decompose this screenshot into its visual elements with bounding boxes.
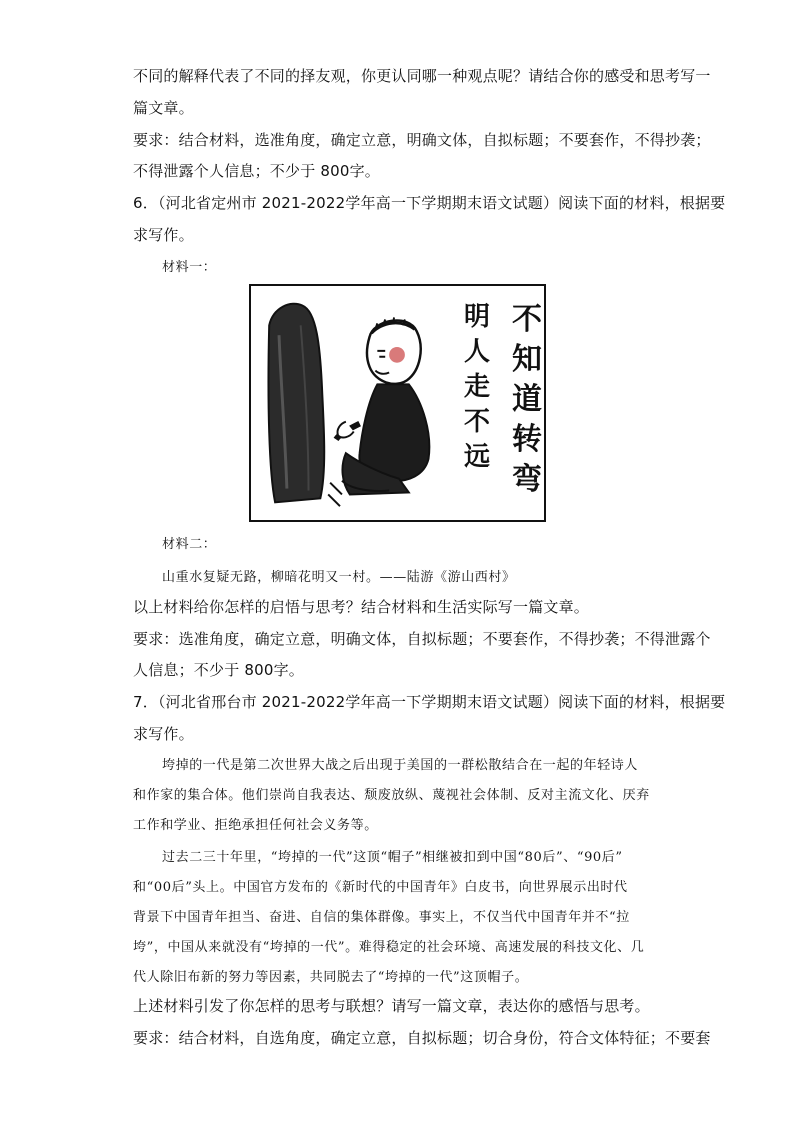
q6-material-2-label: 材料二： bbox=[162, 537, 217, 552]
q7-paragraph-2-line-1: 过去二三十年里，“垮掉的一代”这顶“帽子”相继被扣到中国“80后”、“90后” bbox=[162, 850, 623, 865]
q6-requirement-line-2: 人信息；不少于 800字。 bbox=[133, 661, 304, 679]
q5-requirement-line-2: 不得泄露个人信息；不少于 800字。 bbox=[133, 162, 380, 180]
cartoon-drawing bbox=[251, 286, 544, 520]
q5-text-line-2: 篇文章。 bbox=[133, 99, 194, 117]
cartoon-text-1: 不知道转弯 bbox=[512, 302, 542, 497]
q6-material-2-text: 山重水复疑无路，柳暗花明又一村。——陆游《游山西村》 bbox=[162, 570, 516, 585]
q6-heading-line-2: 求写作。 bbox=[133, 226, 194, 244]
cartoon-text-column-1 bbox=[510, 300, 544, 500]
q6-heading-line-1: 6．（河北省定州市 2021-2022学年高一下学期期末语文试题）阅读下面的材料，根据要 bbox=[133, 194, 726, 212]
q7-paragraph-2-line-2: 和“00后”头上。中国官方发布的《新时代的中国青年》白皮书，向世界展示出时代 bbox=[133, 880, 628, 895]
q6-material-1-label: 材料一： bbox=[162, 260, 217, 275]
cartoon-illustration bbox=[249, 284, 546, 522]
q7-paragraph-2-line-4: 垮”，中国从来就没有“垮掉的一代”。难得稳定的社会环境、高速发展的科技文化、几 bbox=[133, 940, 645, 955]
q7-paragraph-1-line-3: 工作和学业、拒绝承担任何社会义务等。 bbox=[133, 818, 378, 833]
q7-heading-line-1: 7．（河北省邢台市 2021-2022学年高一下学期期末语文试题）阅读下面的材料，根据要 bbox=[133, 693, 726, 711]
q7-paragraph-1-line-1: 垮掉的一代是第二次世界大战之后出现于美国的一群松散结合在一起的年轻诗人 bbox=[162, 758, 639, 773]
q6-requirement-line-1: 要求：选准角度，确定立意，明确文体，自拟标题；不要套作，不得抄袭；不得泄露个 bbox=[133, 630, 711, 648]
q7-prompt: 上述材料引发了你怎样的思考与联想？请写一篇文章，表达你的感悟与思考。 bbox=[133, 997, 650, 1015]
q7-paragraph-2-line-3: 背景下中国青年担当、奋进、自信的集体群像。事实上，不仅当代中国青年并不“拉 bbox=[133, 910, 630, 925]
q5-requirement-line-1: 要求：结合材料，选准角度，确定立意，明确文体，自拟标题；不要套作，不得抄袭； bbox=[133, 131, 711, 149]
q7-requirement-line-1: 要求：结合材料，自选角度，确定立意，自拟标题；切合身份，符合文体特征；不要套 bbox=[133, 1029, 711, 1047]
q5-text-line-1: 不同的解释代表了不同的择友观，你更认同哪一种观点呢？请结合你的感受和思考写一 bbox=[133, 67, 711, 85]
q7-heading-line-2: 求写作。 bbox=[133, 725, 194, 743]
q6-prompt: 以上材料给你怎样的启悟与思考？结合材料和生活实际写一篇文章。 bbox=[133, 598, 590, 616]
q7-paragraph-2-line-5: 代人除旧布新的努力等因素，共同脱去了“垮掉的一代”这顶帽子。 bbox=[133, 970, 529, 985]
q7-paragraph-1-line-2: 和作家的集合体。他们崇尚自我表达、颓废放纵、蔑视社会体制、反对主流文化、厌弃 bbox=[133, 788, 650, 803]
cartoon-text-2: 明人走不远 bbox=[463, 302, 490, 472]
cartoon-text-column-2 bbox=[462, 300, 492, 475]
